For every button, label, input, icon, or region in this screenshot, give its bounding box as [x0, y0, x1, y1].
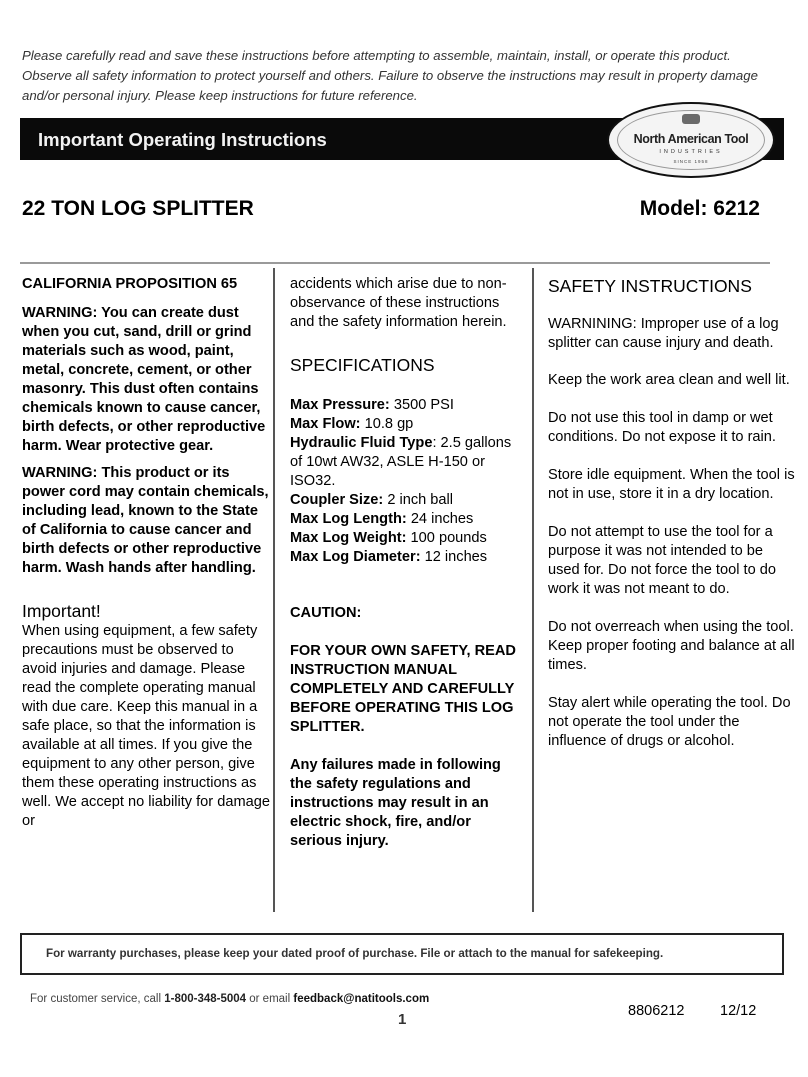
safety-item: Stay alert while operating the tool. Do not operate the tool under the influence of drugs or alcohol. [548, 695, 791, 749]
logo-subtitle: INDUSTRIES [659, 149, 723, 155]
important-text: When using equipment, a few safety precautions must be observed to avoid injuries and damage. Please read the complete operating manual with due care. Keep this manual in a safe place, so that the information is available at all times. If you give the equipment to any other person, give them these operating instructions as well. We accept no liability for damage or [22, 623, 270, 829]
spec-value: 10.8 gp [364, 416, 414, 432]
document-date: 12/12 [720, 1003, 757, 1019]
spec-item [290, 434, 526, 491]
page-number: 1 [398, 1011, 407, 1028]
spec-item [290, 491, 526, 510]
instructions-banner [20, 118, 784, 164]
logo-emblem-icon [682, 114, 700, 124]
warranty-notice: For warranty purchases, please keep your dated proof of purchase. File or attach to the manual for safekeeping. [46, 947, 664, 960]
column-divider-1 [273, 268, 275, 912]
spec-value: 12 inches [424, 549, 488, 565]
safety-item: Keep the work area clean and well lit. [548, 372, 790, 388]
spec-value: 100 pounds [410, 530, 487, 546]
failure-warning: Any failures made in following the safety regulations and instructions may result in an electric shock, fire, and/or serious injury. [290, 757, 501, 849]
spec-label: Coupler Size: [290, 492, 384, 508]
prop65-heading: CALIFORNIA PROPOSITION 65 [22, 276, 238, 292]
safety-instructions-heading: SAFETY INSTRUCTIONS [548, 276, 752, 296]
spec-item [290, 529, 526, 548]
spec-label: Max Log Diameter: [290, 549, 421, 565]
safety-item: Store idle equipment. When the tool is not in use, store it in a dry location. [548, 467, 795, 502]
spec-label: Max Flow: [290, 416, 361, 432]
spec-value: 3500 PSI [393, 397, 454, 413]
column-middle [290, 275, 526, 851]
spec-label: Max Log Weight: [290, 530, 407, 546]
prop65-warning-dust: WARNING: You can create dust when you cut, sand, drill or grind materials such as wood, paint, metal, concrete, cement, or other masonry. This dust often contains chemicals known to cause cancer, birth defects, or other reproductive harm. Wear protective gear. [22, 305, 266, 454]
spec-label: Hydraulic Fluid Type [290, 435, 433, 451]
intro-notice: Please carefully read and save these instructions before attempting to assemble, maintain, install, or operate this product. Observe all safety information to protect yourself and others. Failure to observe the instructions may result in property damage and/or personal injury. Please keep instructions for future reference. [22, 48, 758, 103]
spec-value: 24 inches [410, 511, 474, 527]
company-logo [607, 102, 775, 178]
header-divider [20, 262, 770, 264]
spec-label: Max Log Length: [290, 511, 407, 527]
column-divider-2 [532, 268, 534, 912]
safety-item: Do not attempt to use the tool for a purpose it was not intended to be used for. Do not force the tool to do work it was not meant to do. [548, 524, 776, 597]
safety-item: WARNINING: Improper use of a log splitter can cause injury and death. [548, 316, 779, 351]
service-phone[interactable]: 1-800-348-5004 [164, 993, 247, 1005]
service-email[interactable]: feedback@natitools.com [293, 993, 430, 1005]
warranty-notice-box [20, 933, 784, 975]
logo-name: North American Tool [633, 132, 749, 146]
spec-item [290, 396, 526, 415]
caution-heading: CAUTION: [290, 605, 362, 621]
model-number: Model: 6212 [639, 197, 760, 220]
service-prefix: For customer service, call [30, 993, 162, 1005]
spec-item [290, 548, 526, 567]
column-right [548, 275, 798, 751]
logo-since: SINCE 1958 [673, 159, 709, 164]
product-title: 22 TON LOG SPLITTER [22, 197, 254, 220]
spec-item [290, 510, 526, 529]
caution-text: FOR YOUR OWN SAFETY, READ INSTRUCTION MANUAL COMPLETELY AND CAREFULLY BEFORE OPERATING THIS LOG SPLITTER. [290, 643, 516, 735]
spec-value: : 2.5 gallons of 10wt AW32, ASLE H-150 or ISO32. [290, 435, 512, 489]
column-left [22, 275, 272, 831]
specifications-heading: SPECIFICATIONS [290, 355, 435, 375]
service-or-email: or email [249, 993, 291, 1005]
specifications-list [290, 396, 526, 567]
continuation-text: accidents which arise due to non-observance of these instructions and the safety information herein. [290, 276, 507, 330]
safety-item: Do not use this tool in damp or wet conditions. Do not expose it to rain. [548, 410, 776, 445]
document-number: 8806212 [628, 1003, 685, 1019]
safety-item: Do not overreach when using the tool. Keep proper footing and balance at all times. [548, 619, 795, 673]
spec-item [290, 415, 526, 434]
spec-label: Max Pressure: [290, 397, 390, 413]
important-heading: Important! [22, 601, 101, 621]
customer-service-line [30, 993, 429, 1005]
banner-title: Important Operating Instructions [38, 129, 327, 150]
spec-value: 2 inch ball [387, 492, 454, 508]
prop65-warning-cord: WARNING: This product or its power cord may contain chemicals, including lead, known to the State of California to cause cancer and birth defects or other reproductive harm. Wash hands after handling. [22, 465, 269, 576]
